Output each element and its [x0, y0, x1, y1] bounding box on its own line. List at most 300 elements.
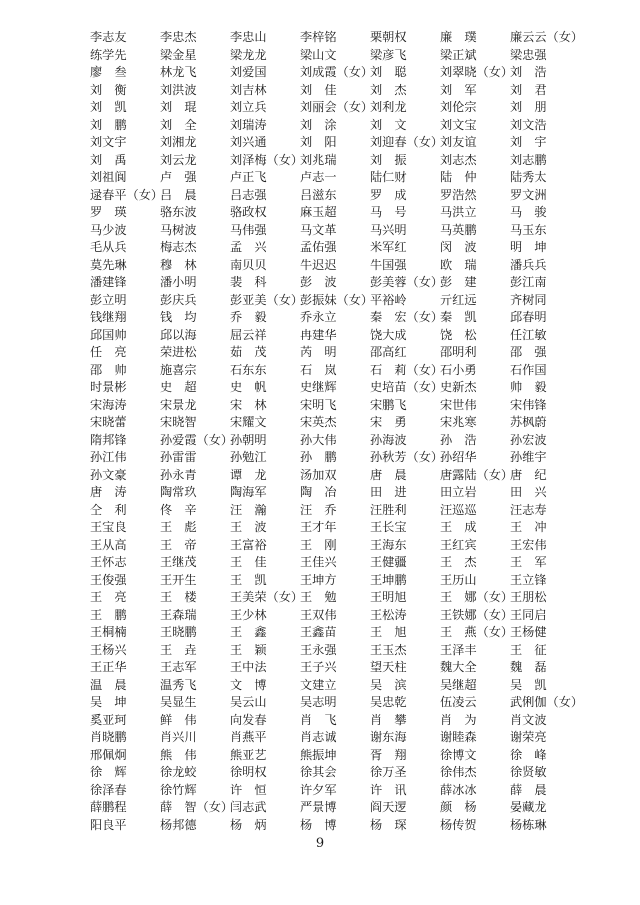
name-entry: 齐树同 [510, 292, 547, 307]
name-entry: 王怀志 [90, 555, 127, 569]
name-row [90, 379, 600, 397]
name-entry: 王 佳 [230, 555, 267, 569]
name-entry: 刘 君 [510, 82, 547, 97]
name-entry: 刘文宝 [440, 117, 477, 132]
name-entry: 马 骏 [510, 205, 547, 219]
name-entry: 刘湘龙 [160, 135, 197, 149]
name-entry: 徐明权 [230, 765, 267, 779]
name-entry: 王 波 [230, 520, 267, 534]
name-entry: 彭江南 [510, 275, 547, 289]
name-entry: 刘 禹 [90, 152, 127, 167]
name-entry: 任 亮 [90, 345, 127, 359]
name-entry: 汪 乔 [300, 502, 337, 517]
name-entry: 王玉杰 [370, 642, 407, 657]
name-row [90, 764, 600, 782]
name-entry: 饶大成 [370, 327, 407, 342]
name-entry: 魏大全 [440, 660, 477, 674]
name-entry: 熊 伟 [160, 747, 197, 762]
name-entry: 王志军 [160, 660, 197, 674]
name-row [90, 414, 600, 432]
name-entry: 肖晓鹏 [90, 730, 127, 744]
name-row [90, 747, 600, 765]
name-entry: 奚亚珂 [90, 712, 127, 727]
name-entry: 石东东 [230, 362, 267, 377]
name-entry: 梁山文 [300, 47, 337, 62]
name-entry: 阎天逻 [370, 800, 407, 814]
name-entry: 王 鑫 [230, 625, 267, 639]
name-entry: 王 楼 [160, 590, 197, 604]
name-entry: 吴忠乾 [370, 695, 407, 709]
name-entry: 刘迎春（女） [370, 135, 444, 149]
name-entry: 杨传贺 [440, 817, 477, 832]
name-entry: 牛国强 [370, 257, 407, 272]
name-entry: 王正华 [90, 660, 127, 674]
name-entry: 刘兴通 [230, 135, 267, 149]
name-entry: 熊亚艺 [230, 747, 267, 762]
name-entry: 骆政权 [230, 205, 267, 219]
name-entry: 梁彦飞 [370, 47, 407, 62]
name-row [90, 817, 600, 835]
name-entry: 吕志强 [230, 187, 267, 202]
name-entry: 刘 凯 [90, 100, 127, 114]
name-entry: 胥 翔 [370, 747, 407, 762]
name-entry: 明 坤 [510, 240, 547, 254]
name-entry: 王 亮 [90, 590, 127, 604]
name-entry: 时景彬 [90, 380, 127, 394]
name-entry: 彭亚美（女） [230, 292, 304, 307]
name-row [90, 257, 600, 275]
name-entry: 宋景龙 [160, 397, 197, 412]
name-entry: 穆 林 [160, 257, 197, 272]
name-row [90, 152, 600, 170]
name-entry: 田 进 [370, 485, 407, 499]
name-entry: 孟 兴 [230, 240, 267, 254]
name-entry: 宋兆寒 [440, 415, 477, 429]
name-entry: 徐龙蛟 [160, 765, 197, 779]
name-entry: 刘吉林 [230, 82, 267, 97]
name-entry: 望天柱 [370, 660, 407, 674]
name-entry: 肖燕平 [230, 730, 267, 744]
name-entry: 汤加双 [300, 467, 337, 482]
name-entry: 南贝贝 [230, 257, 267, 272]
name-entry: 王少林 [230, 607, 267, 622]
name-entry: 陶海军 [230, 485, 267, 499]
name-entry: 邱以海 [160, 327, 197, 342]
name-entry: 刘云龙 [160, 152, 197, 167]
name-entry: 梁正斌 [440, 47, 477, 62]
name-entry: 宋晓蕾 [90, 415, 127, 429]
name-entry: 刘爱国 [230, 65, 267, 79]
name-entry: 王中法 [230, 660, 267, 674]
name-entry: 钱继翔 [90, 310, 127, 324]
name-entry: 王 冲 [510, 520, 547, 534]
name-entry: 芮 明 [300, 345, 337, 359]
name-entry: 刘 鹏 [90, 117, 127, 132]
name-entry: 吴云山 [230, 695, 267, 709]
name-entry: 宋耀文 [230, 415, 267, 429]
name-entry: 徐竹辉 [160, 782, 197, 797]
name-row [90, 292, 600, 310]
name-row [90, 607, 600, 625]
name-entry: 宋世伟 [440, 397, 477, 412]
name-entry: 王 杰 [440, 555, 477, 569]
name-entry: 马伟强 [230, 222, 267, 237]
name-entry: 刘利龙 [370, 100, 407, 114]
name-entry: 骆东波 [160, 205, 197, 219]
name-entry: 刘 浩 [510, 65, 547, 79]
name-entry: 荣进松 [160, 345, 197, 359]
name-entry: 林龙飞 [160, 65, 197, 79]
name-row [90, 397, 600, 415]
name-entry: 刘文浩 [510, 117, 547, 132]
name-entry: 刘 涂 [300, 117, 337, 132]
name-entry: 王杨健 [510, 625, 547, 639]
name-entry: 王美荣（女） [230, 590, 304, 604]
name-row [90, 782, 600, 800]
name-entry: 陆 仲 [440, 170, 477, 184]
name-entry: 汪 瀚 [230, 502, 267, 517]
name-entry: 孟佑强 [300, 240, 337, 254]
name-entry: 佟 辛 [160, 502, 197, 517]
name-entry: 王同启 [510, 607, 547, 622]
name-entry: 李梓铭 [300, 30, 337, 44]
name-entry: 王佳兴 [300, 555, 337, 569]
name-entry: 石作国 [510, 362, 547, 377]
name-entry: 肖 攀 [370, 712, 407, 727]
name-entry: 陶 冶 [300, 485, 337, 499]
name-entry: 宋 林 [230, 397, 267, 412]
name-entry: 欧 瑞 [440, 257, 477, 272]
name-entry: 吴 滨 [370, 677, 407, 692]
name-entry: 孙秋芳（女） [370, 450, 444, 464]
name-entry: 邵高红 [370, 345, 407, 359]
name-entry: 田 兴 [510, 485, 547, 499]
name-entry: 王泽丰 [440, 642, 477, 657]
name-row [90, 694, 600, 712]
name-entry: 徐其会 [300, 765, 337, 779]
name-entry: 隋邦锋 [90, 432, 127, 447]
name-entry: 王杨兴 [90, 642, 127, 657]
name-row [90, 799, 600, 817]
name-entry: 廖 叁 [90, 65, 127, 79]
name-entry: 王富裕 [230, 537, 267, 552]
name-entry: 汪胜利 [370, 502, 407, 517]
name-entry: 罗文洲 [510, 187, 547, 202]
name-entry: 邱春明 [510, 310, 547, 324]
name-entry: 宋伟锋 [510, 397, 547, 412]
name-row [90, 64, 600, 82]
name-row [90, 659, 600, 677]
name-entry: 王 成 [440, 520, 477, 534]
name-entry: 梁金星 [160, 47, 197, 62]
name-entry: 杨 琛 [370, 817, 407, 832]
name-entry: 伍凌云 [440, 695, 477, 709]
name-entry: 肖兴川 [160, 730, 197, 744]
name-entry: 文 博 [230, 677, 267, 692]
name-row [90, 99, 600, 117]
name-entry: 史 超 [160, 380, 197, 394]
name-entry: 王从高 [90, 537, 127, 552]
name-entry: 吴志明 [300, 695, 337, 709]
name-row [90, 239, 600, 257]
name-list [90, 29, 600, 834]
name-entry: 莫先琳 [90, 257, 127, 272]
name-entry: 唐 纪 [510, 467, 547, 482]
name-entry: 陆仁财 [370, 170, 407, 184]
name-entry: 闫志武 [230, 800, 267, 814]
name-entry: 王松涛 [370, 607, 407, 622]
name-entry: 谢东海 [370, 730, 407, 744]
name-entry: 杨邦德 [160, 817, 197, 832]
name-row [90, 327, 600, 345]
name-entry: 吴显生 [160, 695, 197, 709]
name-entry: 王子兴 [300, 660, 337, 674]
name-entry: 刘丽会（女） [300, 100, 374, 114]
name-entry: 孙勉江 [230, 450, 267, 464]
name-entry: 梅志杰 [160, 240, 197, 254]
name-entry: 王 燕（女） [440, 625, 514, 639]
name-entry: 苏枫蔚 [510, 415, 547, 429]
name-entry: 谢荣亮 [510, 730, 547, 744]
name-entry: 马 号 [370, 205, 407, 219]
name-entry: 刘 聪 [370, 65, 407, 79]
name-entry: 汪巡巡 [440, 502, 477, 517]
name-row [90, 519, 600, 537]
name-row [90, 274, 600, 292]
name-entry: 王森瑞 [160, 607, 197, 622]
name-row [90, 449, 600, 467]
name-entry: 马玉东 [510, 222, 547, 237]
name-entry: 王 征 [510, 642, 547, 657]
name-entry: 王铁娜（女） [440, 607, 514, 622]
name-entry: 彭振妹（女） [300, 292, 374, 307]
name-entry: 孙海波 [370, 432, 407, 447]
name-row [90, 187, 600, 205]
name-entry: 乔 毅 [230, 310, 267, 324]
name-entry: 秦 凯 [440, 310, 477, 324]
name-row [90, 432, 600, 450]
name-entry: 薛冰冰 [440, 782, 477, 797]
name-entry: 王晓鹏 [160, 625, 197, 639]
name-entry: 刘志鹏 [510, 152, 547, 167]
name-row [90, 537, 600, 555]
name-entry: 王俊强 [90, 572, 127, 587]
name-entry: 闵 波 [440, 240, 477, 254]
name-entry: 刘伦宗 [440, 100, 477, 114]
name-entry: 潘兵兵 [510, 257, 547, 272]
name-entry: 刘 杰 [370, 82, 407, 97]
name-row [90, 134, 600, 152]
name-entry: 冉建华 [300, 327, 337, 342]
name-entry: 王海东 [370, 537, 407, 552]
name-entry: 马文革 [300, 222, 337, 237]
name-entry: 孙江伟 [90, 450, 127, 464]
name-row [90, 344, 600, 362]
name-entry: 麻玉超 [300, 205, 337, 219]
name-entry: 王 旭 [370, 625, 407, 639]
name-row [90, 677, 600, 695]
name-entry: 王朋松 [510, 590, 547, 604]
name-entry: 邵 帅 [90, 362, 127, 377]
name-entry: 石小勇 [440, 362, 477, 377]
name-entry: 陶常玖 [160, 485, 197, 499]
name-entry: 向发春 [230, 712, 267, 727]
name-entry: 秦 宏（女） [370, 310, 444, 324]
name-row [90, 572, 600, 590]
name-entry: 刘祖阆 [90, 170, 127, 184]
name-row [90, 642, 600, 660]
name-entry: 颜 杨 [440, 800, 477, 814]
name-entry: 王 垚 [160, 642, 197, 657]
name-entry: 史培苗（女） [370, 380, 444, 394]
name-entry: 裴 科 [230, 275, 267, 289]
name-entry: 鲜 伟 [160, 712, 197, 727]
name-entry: 徐万圣 [370, 765, 407, 779]
name-entry: 陆秀太 [510, 170, 547, 184]
name-entry: 刘文宇 [90, 135, 127, 149]
name-entry: 刘志杰 [440, 152, 477, 167]
name-entry: 王明旭 [370, 590, 407, 604]
name-entry: 刘 振 [370, 152, 407, 167]
name-entry: 肖 为 [440, 712, 477, 727]
name-entry: 逯春平（女） [90, 187, 164, 202]
name-entry: 卢 强 [160, 170, 197, 184]
name-entry: 温 晨 [90, 677, 127, 692]
name-row [90, 29, 600, 47]
name-entry: 阳良平 [90, 817, 127, 832]
name-entry: 许 讯 [370, 782, 407, 797]
name-entry: 吕滋东 [300, 187, 337, 202]
name-entry: 邵 强 [510, 345, 547, 359]
name-row [90, 204, 600, 222]
name-entry: 刘 朋 [510, 100, 547, 114]
name-row [90, 624, 600, 642]
name-entry: 平裕岭 [370, 292, 407, 307]
name-row [90, 712, 600, 730]
name-entry: 孙朝明 [230, 432, 267, 447]
name-row [90, 117, 600, 135]
name-entry: 王 颖 [230, 642, 267, 657]
name-entry: 卢正飞 [230, 170, 267, 184]
name-entry: 宋鹏飞 [370, 397, 407, 412]
name-entry: 王永强 [300, 642, 337, 657]
name-entry: 施喜宗 [160, 362, 197, 377]
name-entry: 马洪立 [440, 205, 477, 219]
name-entry: 温秀飞 [160, 677, 197, 692]
name-entry: 文建立 [300, 677, 337, 692]
name-entry: 宋明飞 [300, 397, 337, 412]
name-row [90, 47, 600, 65]
name-entry: 王坤鹏 [370, 572, 407, 587]
name-entry: 邵明利 [440, 345, 477, 359]
name-entry: 亓红远 [440, 292, 477, 307]
name-row [90, 222, 600, 240]
name-entry: 茹 茂 [230, 345, 267, 359]
name-entry: 孙维宇 [510, 450, 547, 464]
name-entry: 毛从兵 [90, 240, 127, 254]
name-entry: 李忠山 [230, 30, 267, 44]
name-entry: 马兴明 [370, 222, 407, 237]
name-entry: 宋 勇 [370, 415, 407, 429]
name-row [90, 467, 600, 485]
name-entry: 王宏伟 [510, 537, 547, 552]
name-entry: 王鑫苗 [300, 625, 337, 639]
name-entry: 杨 炳 [230, 817, 267, 832]
name-row [90, 589, 600, 607]
name-entry: 王历山 [440, 572, 477, 587]
name-entry: 王长宝 [370, 520, 407, 534]
name-entry: 吕 晨 [160, 187, 197, 202]
name-entry: 钱 均 [160, 310, 197, 324]
name-entry: 宋晓智 [160, 415, 197, 429]
name-entry: 许夕军 [300, 782, 337, 797]
name-entry: 孙 鹏 [300, 450, 337, 464]
name-entry: 李忠杰 [160, 30, 197, 44]
name-entry: 孙爱霞（女） [160, 432, 234, 447]
name-entry: 王立锋 [510, 572, 547, 587]
name-entry: 仝 利 [90, 502, 127, 517]
name-entry: 孙文豪 [90, 467, 127, 482]
name-entry: 杨栋琳 [510, 817, 547, 832]
name-entry: 王健疆 [370, 555, 407, 569]
name-entry: 王 凯 [230, 572, 267, 587]
name-entry: 史 帆 [230, 380, 267, 394]
name-entry: 邱国帅 [90, 327, 127, 342]
name-entry: 薛 晨 [510, 782, 547, 797]
name-entry: 彭庆兵 [160, 292, 197, 307]
name-entry: 唐 晨 [370, 467, 407, 482]
name-entry: 杨 博 [300, 817, 337, 832]
name-entry: 吴 坤 [90, 695, 127, 709]
name-entry: 屈云祥 [230, 327, 267, 342]
name-entry: 罗 成 [370, 187, 407, 202]
name-entry: 孙永青 [160, 467, 197, 482]
name-entry: 刘 文 [370, 117, 407, 132]
name-entry: 彭 建 [440, 275, 477, 289]
name-entry: 刘 阳 [300, 135, 337, 149]
name-row [90, 309, 600, 327]
name-entry: 卢志一 [300, 170, 337, 184]
page-number: 9 [315, 836, 325, 851]
name-entry: 徐 峰 [510, 747, 547, 762]
name-entry: 帅 毅 [510, 380, 547, 394]
name-row [90, 484, 600, 502]
name-entry: 熊振坤 [300, 747, 337, 762]
name-entry: 晏藏龙 [510, 800, 547, 814]
name-entry: 刘瑞涛 [230, 117, 267, 132]
name-row [90, 554, 600, 572]
name-entry: 刘 宇 [510, 135, 547, 149]
name-entry: 牛迟迟 [300, 257, 337, 272]
name-entry: 魏 磊 [510, 660, 547, 674]
name-entry: 刘 衡 [90, 82, 127, 97]
name-row [90, 502, 600, 520]
name-entry: 刘 全 [160, 117, 197, 132]
name-entry: 谭 龙 [230, 467, 267, 482]
name-entry: 徐贤敏 [510, 765, 547, 779]
name-entry: 王 彪 [160, 520, 197, 534]
name-entry: 徐 辉 [90, 765, 127, 779]
name-entry: 王 娜（女） [440, 590, 514, 604]
name-entry: 史新杰 [440, 380, 477, 394]
name-entry: 薛 智（女） [160, 800, 234, 814]
name-entry: 孙雷雷 [160, 450, 197, 464]
name-entry: 许 恒 [230, 782, 267, 797]
name-entry: 刘泽梅（女） [230, 152, 304, 167]
name-entry: 刘翠晓（女） [440, 65, 514, 79]
name-entry: 史继辉 [300, 380, 337, 394]
name-row [90, 362, 600, 380]
